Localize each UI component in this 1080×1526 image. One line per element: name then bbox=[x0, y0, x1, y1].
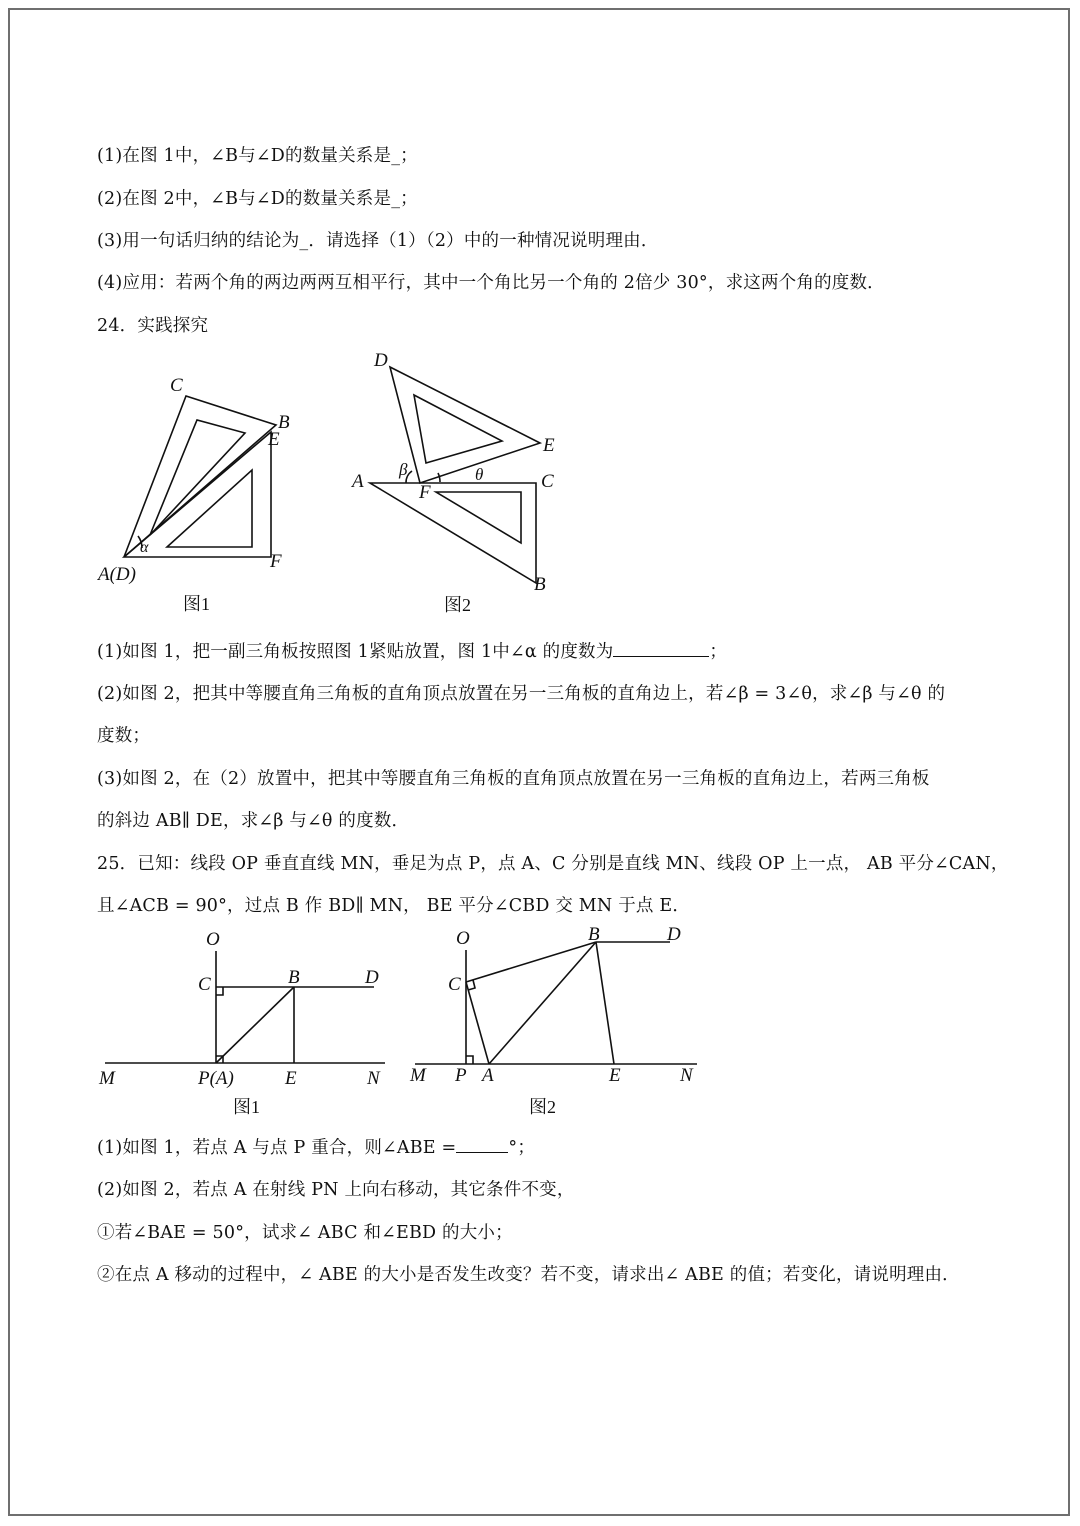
q23-part3: (3)用一句话归纳的结论为_．请选择（1）（2）中的一种情况说明理由． bbox=[97, 231, 659, 251]
q25-part1 bbox=[97, 1134, 535, 1159]
label-M: M bbox=[410, 1065, 426, 1086]
q24-part2-line1: (2)如图 2，把其中等腰直角三角板的直角顶点放置在另一三角板的直角边上，若∠β = 3∠θ，求∠β 与∠θ 的 bbox=[97, 684, 946, 704]
label-theta: θ bbox=[475, 465, 484, 484]
q24-title: 24．实践探究 bbox=[97, 316, 209, 336]
label-B: B bbox=[534, 574, 546, 595]
q23-part4: (4)应用：若两个角的两边两两互相平行，其中一个角比另一个角的 2倍少 30°，求这两个角的度数． bbox=[97, 273, 885, 293]
label-O: O bbox=[206, 929, 220, 950]
label-E: E bbox=[609, 1065, 621, 1086]
label-A-D: A(D) bbox=[98, 564, 136, 585]
label-N: N bbox=[680, 1065, 693, 1086]
label-E: E bbox=[543, 435, 555, 456]
q25-figure-2 bbox=[405, 920, 705, 1120]
label-D: D bbox=[667, 924, 681, 945]
q24-part2-line2: 度数； bbox=[97, 726, 151, 746]
triangle-isosceles-outer bbox=[390, 367, 540, 483]
segment-CA bbox=[466, 982, 489, 1064]
label-P-A: P(A) bbox=[198, 1068, 234, 1089]
q25-part2-b: ②在点 A 移动的过程中，∠ ABE 的大小是否发生改变？若不变，请求出∠ ABE 的值；若变化，请说明理由． bbox=[97, 1265, 960, 1285]
q25-stem-line2: 且∠ACB = 90°，过点 B 作 BD∥ MN， BE 平分∠CBD 交 MN 于点 E． bbox=[97, 896, 691, 916]
label-F: F bbox=[270, 551, 282, 572]
label-P: P bbox=[455, 1065, 467, 1086]
q25-part1-text: (1)如图 1，若点 A 与点 P 重合，则∠ABE = bbox=[97, 1138, 457, 1158]
right-angle-mark-C bbox=[216, 987, 223, 995]
label-A: A bbox=[482, 1065, 494, 1086]
q25-stem-line1: 25．已知：线段 OP 垂直直线 MN，垂足为点 P，点 A、C 分别是直线 MN、线段 OP 上一点， AB 平分∠CAN， bbox=[97, 854, 1009, 874]
figure-caption: 图2 bbox=[529, 1097, 556, 1117]
q23-part2: (2)在图 2中，∠B与∠D的数量关系是_； bbox=[97, 189, 418, 209]
q24-part3-line2: 的斜边 AB∥ DE，求∠β 与∠θ 的度数． bbox=[97, 811, 410, 831]
label-D: D bbox=[365, 967, 379, 988]
q24-part3-line1: (3)如图 2，在（2）放置中，把其中等腰直角三角板的直角顶点放置在另一三角板的直角边上，若两三角板 bbox=[97, 769, 930, 789]
q25-part2-a: ①若∠BAE = 50°，试求∠ ABC 和∠EBD 的大小； bbox=[97, 1223, 513, 1243]
answer-blank bbox=[613, 642, 709, 657]
answer-blank bbox=[456, 1138, 508, 1153]
segment-AB bbox=[489, 942, 596, 1064]
triangle-30-60-inner bbox=[436, 492, 521, 543]
q25-part2: (2)如图 2，若点 A 在射线 PN 上向右移动，其它条件不变， bbox=[97, 1180, 575, 1200]
label-B: B bbox=[288, 967, 300, 988]
triangle-30-60-outer bbox=[370, 483, 536, 583]
label-C: C bbox=[448, 974, 461, 995]
figure-caption: 图2 bbox=[444, 595, 471, 615]
triangle-30-60-inner bbox=[150, 420, 245, 535]
q24-figure-1 bbox=[90, 370, 320, 620]
label-M: M bbox=[99, 1068, 115, 1089]
q25-figure-1 bbox=[95, 925, 395, 1120]
right-angle-mark-P bbox=[466, 1056, 473, 1064]
figure-caption: 图1 bbox=[183, 594, 210, 614]
q25-part1-end: °； bbox=[508, 1138, 536, 1158]
label-beta: β bbox=[399, 460, 408, 479]
segment-BE bbox=[596, 942, 614, 1064]
label-C: C bbox=[170, 375, 183, 396]
q24-figure-2 bbox=[340, 345, 580, 620]
label-C: C bbox=[541, 471, 554, 492]
figure-caption: 图1 bbox=[233, 1097, 260, 1117]
label-C: C bbox=[198, 974, 211, 995]
label-B: B bbox=[278, 412, 290, 433]
q24-part1 bbox=[97, 638, 727, 663]
label-E: E bbox=[268, 429, 280, 450]
q24-part1-end: ； bbox=[709, 642, 728, 662]
segment-AB bbox=[216, 987, 294, 1063]
label-E: E bbox=[285, 1068, 297, 1089]
label-A: A bbox=[352, 471, 364, 492]
label-O: O bbox=[456, 928, 470, 949]
segment-CB bbox=[466, 942, 596, 982]
label-F: F bbox=[419, 482, 431, 503]
label-B: B bbox=[588, 924, 600, 945]
label-N: N bbox=[367, 1068, 380, 1089]
label-alpha: α bbox=[140, 539, 149, 556]
q24-part1-text: (1)如图 1，把一副三角板按照图 1紧贴放置，图 1中∠α 的度数为 bbox=[97, 642, 614, 662]
triangle-isosceles-inner bbox=[414, 395, 502, 463]
q23-part1: (1)在图 1中，∠B与∠D的数量关系是_； bbox=[97, 146, 418, 166]
label-D: D bbox=[374, 350, 388, 371]
